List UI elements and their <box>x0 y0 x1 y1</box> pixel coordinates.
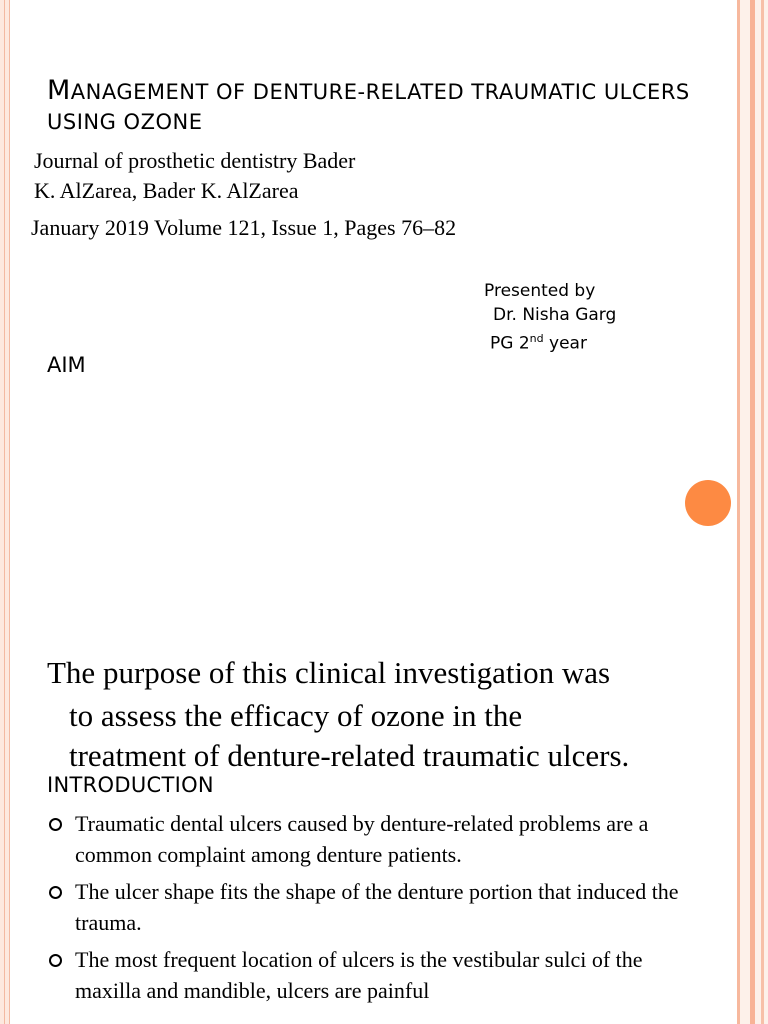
aim-line-1: The purpose of this clinical investigation was <box>47 655 611 690</box>
right-frame-border <box>737 0 768 1024</box>
journal-line-2: K. AlZarea, Bader K. AlZarea <box>34 178 299 203</box>
list-item: The most frequent location of ulcers is the vestibular sulci of the maxilla and mandible, ulcers are painful <box>47 944 687 1006</box>
slide-title: MANAGEMENT OF DENTURE-RELATED TRAUMATIC ULCERS USING OZONE <box>47 75 690 134</box>
presenter-year: PG 2nd year <box>490 332 587 354</box>
introduction-heading: INTRODUCTION <box>47 773 214 797</box>
presenter-name: Dr. Nisha Garg <box>493 305 617 325</box>
presenter-label: Presented by <box>484 281 596 301</box>
title-rest: ANAGEMENT OF DENTURE-RELATED TRAUMATIC ULCERS USING OZONE <box>47 80 690 134</box>
aim-heading: AIM <box>47 353 86 377</box>
aim-line-3: treatment of denture-related traumatic ulcers. <box>69 737 630 773</box>
left-frame-border <box>0 0 10 1024</box>
journal-line-1: Journal of prosthetic dentistry Bader <box>34 148 356 173</box>
introduction-list <box>47 808 687 1012</box>
accent-dot <box>685 480 731 526</box>
bullet-circle-icon <box>49 954 62 967</box>
aim-line-2: to assess the efficacy of ozone in the <box>69 697 523 733</box>
aim-statement <box>47 653 707 776</box>
bullet-circle-icon <box>49 886 62 899</box>
list-item: The ulcer shape fits the shape of the denture portion that induced the trauma. <box>47 876 687 938</box>
publication-date-line: January 2019 Volume 121, Issue 1, Pages 76–82 <box>31 215 457 240</box>
journal-citation <box>34 146 355 206</box>
presenter-block <box>484 279 616 356</box>
bullet-circle-icon <box>49 818 62 831</box>
list-item: Traumatic dental ulcers caused by denture-related problems are a common complaint among denture patients. <box>47 808 687 870</box>
